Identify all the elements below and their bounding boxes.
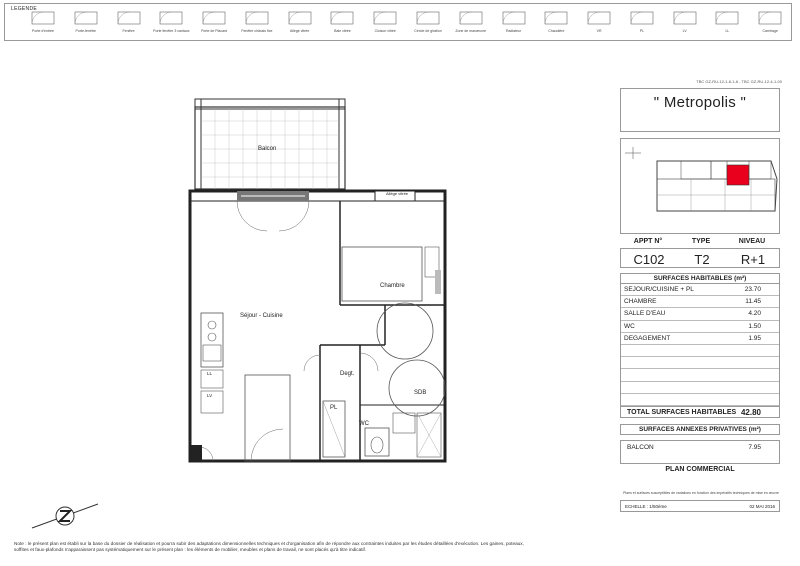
appt-level: R+1 [740, 252, 766, 267]
header-type: TYPE [691, 238, 711, 245]
washbasin [393, 413, 415, 433]
total-value: 42.80 [740, 408, 761, 417]
room-pl: PL [330, 405, 338, 411]
surface-name: DEGAGEMENT [624, 334, 671, 342]
highlighted-apartment [727, 165, 749, 185]
legend-title: LEGENDE [11, 6, 37, 12]
surface-name: SALLE D'EAU [624, 310, 666, 318]
scale-date-box [620, 500, 780, 512]
annex-name: BALCON [627, 444, 654, 451]
legend-label: Cloison vitrée [374, 29, 396, 33]
project-box [620, 88, 780, 132]
legend-item [105, 8, 153, 33]
surface-value: 1.50 [748, 322, 761, 330]
total-label: TOTAL SURFACES HABITABLES [627, 409, 737, 416]
header-niveau: NIVEAU [738, 238, 766, 245]
surface-row [621, 308, 779, 320]
apartment-header [620, 238, 780, 248]
legend-label: Chaudière [548, 29, 565, 33]
surface-name: WC [624, 322, 635, 330]
legend-item [19, 8, 67, 33]
surface-value: 4.20 [748, 310, 761, 318]
legend-symbol-icon [627, 8, 657, 28]
legend-label: VR [596, 29, 602, 33]
toilet-zone [365, 428, 389, 456]
legend-item [190, 8, 238, 33]
plan-commercial-title: PLAN COMMERCIAL [665, 466, 735, 473]
total-row [620, 406, 780, 418]
legend-symbol-icon [712, 8, 742, 28]
key-plan-drawing [621, 139, 781, 235]
surface-row [621, 382, 779, 394]
footer-note: Note : le présent plan est établi sur la base du dossier de réalisation et pourra subir des adaptations dimensionnelles techniques et d'organisation afin de répondre aux contraintes induites par les études détaillées d'exécution. Les gaines, poteaux, soffites et faux-plafonds n'apparaissent pas systématiquement sur le présent plan : les éléments de mobilier, meubles et plans de travail, ne sont placés qu'à titre indicatif. [14, 541, 524, 552]
legend-label: LV [682, 29, 687, 33]
legend-box [4, 3, 792, 41]
label-allege: Allège vitrée [386, 191, 409, 196]
surface-row [621, 296, 779, 308]
legend-label: Radiateur [505, 29, 522, 33]
surface-value: 11.45 [745, 298, 761, 306]
legend-item [147, 8, 195, 33]
surface-row [621, 357, 779, 369]
room-sejour: Séjour - Cuisine [240, 313, 283, 319]
bed [342, 247, 422, 301]
annex-row [620, 440, 780, 464]
project-name: " Metropolis " [653, 94, 747, 111]
legend-symbol-icon [71, 8, 101, 28]
entry-zone [245, 375, 290, 461]
legend-symbol-icon [456, 8, 486, 28]
legend-item [575, 8, 623, 33]
legend-symbol-icon [370, 8, 400, 28]
annex-value: 7.95 [748, 444, 761, 451]
surface-value: 1.95 [748, 334, 761, 342]
legend-item [447, 8, 495, 33]
surface-name: SEJOUR/CUISINE + PL [624, 286, 694, 293]
legend-label: Porte de Placard [201, 29, 228, 33]
legend-item [233, 8, 281, 33]
surfaces-title: SURFACES HABITABLES (m²) [620, 273, 780, 284]
legend-item [661, 8, 709, 33]
apartment-values [620, 248, 780, 268]
appt-number: C102 [633, 252, 665, 267]
disclaimer: Plans et surfaces susceptibles de variations en fonction des impératifs techniques de mise en œuvre [623, 491, 779, 495]
toilet [371, 437, 383, 453]
surface-row [621, 345, 779, 357]
surface-row [621, 394, 779, 406]
legend-item [276, 8, 324, 33]
legend-label: Porte fenêtre 3 vantaux [153, 29, 190, 33]
label-ll: LL [207, 371, 213, 376]
legend-symbol-icon [755, 8, 785, 28]
surface-row [621, 369, 779, 381]
legend-label: Fenêtre [122, 29, 135, 33]
legend-symbol-icon [584, 8, 614, 28]
label-lv: LV [207, 393, 213, 398]
room-degt: Degt. [340, 371, 355, 377]
surface-value: 23.70 [744, 286, 761, 293]
north-arrow-icon [30, 498, 100, 534]
legend-label: Cercle de giration [414, 29, 442, 33]
legend-label: Fenêtre châssis fixe [241, 29, 273, 33]
header-appt: APPT N° [633, 238, 663, 245]
legend-label: Porte-fenêtre [75, 29, 96, 33]
surface-row [621, 321, 779, 333]
legend-item [618, 8, 666, 33]
legend-symbol-icon [156, 8, 186, 28]
legend-symbol-icon [499, 8, 529, 28]
scale: ECHELLE : 1/50ème [625, 504, 667, 509]
date: 02 MAI 2016 [749, 504, 775, 509]
surface-row [621, 333, 779, 345]
radiator [435, 270, 441, 294]
legend-label: Carrelage [762, 29, 778, 33]
legend-symbol-icon [541, 8, 571, 28]
legend-label: Allège vitrée [290, 29, 310, 33]
document-code: TBC GZ-RU-12-1-6-1-6 - TBC GZ-RU-12-4-1-00 [696, 79, 782, 84]
legend-item [404, 8, 452, 33]
legend-item [318, 8, 366, 33]
room-chambre: Chambre [380, 283, 405, 289]
legend-label: Zone de manœuvre [455, 29, 487, 33]
outer-walls [190, 191, 445, 461]
legend-symbol-icon [327, 8, 357, 28]
room-wc: WC [359, 421, 369, 427]
legend-item [532, 8, 580, 33]
legend-label: LL [725, 29, 730, 33]
legend-symbol-icon [670, 8, 700, 28]
legend-label: Baie vitrée [334, 29, 351, 33]
balcony-rail-right [339, 99, 345, 189]
legend-item [361, 8, 409, 33]
legend-item [703, 8, 751, 33]
room-sdb: SDB [414, 390, 427, 396]
sink [203, 345, 221, 361]
legend-symbol-icon [242, 8, 272, 28]
legend-symbol-icon [114, 8, 144, 28]
surfaces-table [620, 284, 780, 406]
balcony-rail-left [195, 99, 201, 189]
legend-item [62, 8, 110, 33]
legend-item [490, 8, 538, 33]
legend-label: PL [639, 29, 645, 33]
turning-circle-sdb [389, 360, 445, 416]
surface-row [621, 284, 779, 296]
annexes-title: SURFACES ANNEXES PRIVATIVES (m²) [620, 424, 780, 435]
legend-symbol-icon [199, 8, 229, 28]
key-plan [620, 138, 780, 234]
legend-symbol-icon [28, 8, 58, 28]
appt-type: T2 [694, 252, 710, 267]
room-balcon: Balcon [258, 146, 277, 152]
legend-symbol-icon [285, 8, 315, 28]
legend-symbol-icon [413, 8, 443, 28]
surface-name: CHAMBRE [624, 298, 657, 306]
legend-label: Porte d'entrée [32, 29, 54, 33]
legend-item [746, 8, 794, 33]
